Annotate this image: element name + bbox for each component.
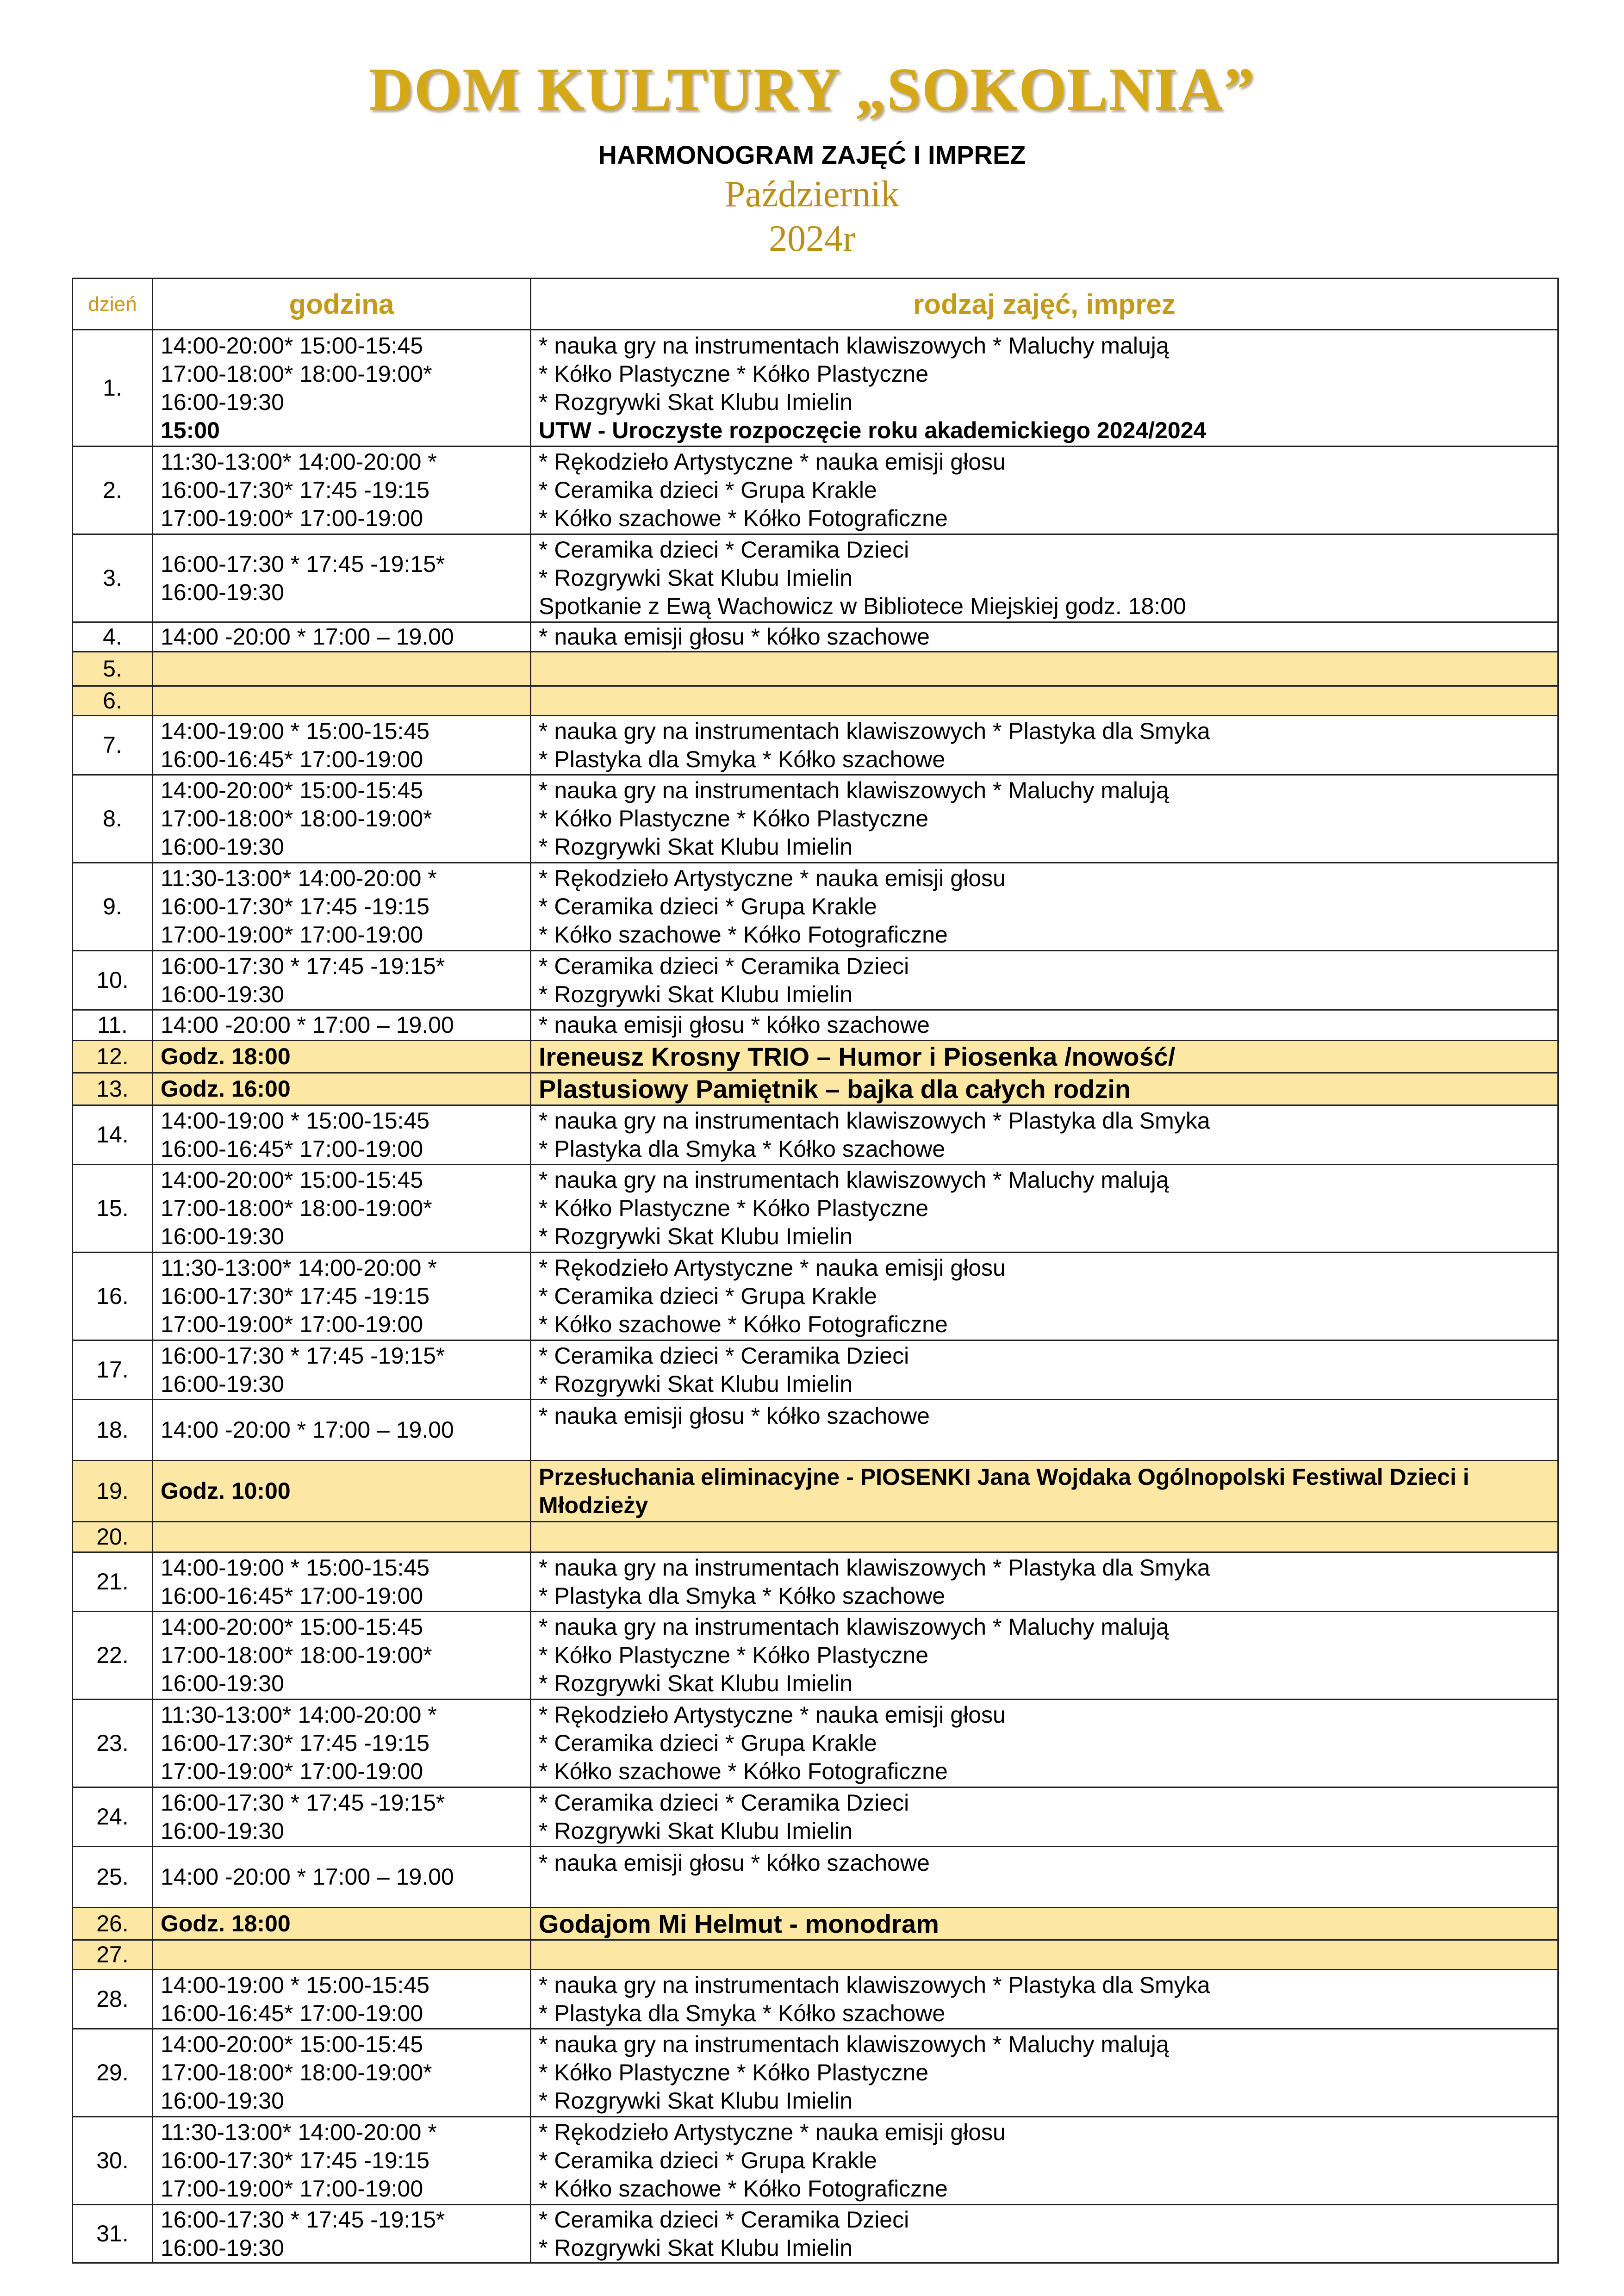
activity-line: * Rozgrywki Skat Klubu Imielin [539, 565, 853, 591]
time-line: 16:00-19:30 [161, 834, 284, 860]
time-line: 16:00-17:30 * 17:45 -19:15* [161, 1789, 445, 1816]
day-cell: 24. [73, 1787, 153, 1847]
activity-line: * Rozgrywki Skat Klubu Imielin [539, 1670, 853, 1696]
activity-line: * Plastyka dla Smyka * Kółko szachowe [539, 1582, 946, 1609]
day-cell: 14. [73, 1105, 153, 1165]
activity-line: * Plastyka dla Smyka * Kółko szachowe [539, 2000, 946, 2026]
activity-line: * Kółko Plastyczne * Kółko Plastyczne [539, 806, 929, 832]
time-line: 16:00-17:30* 17:45 -19:15 [161, 1730, 430, 1756]
activity-cell [531, 1970, 1558, 2029]
time-cell [153, 951, 531, 1010]
activity-line: * Kółko Plastyczne * Kółko Plastyczne [539, 360, 929, 387]
time-cell [153, 2029, 531, 2117]
activity-cell [531, 1552, 1558, 1612]
time-line: 11:30-13:00* 14:00-20:00 * [161, 865, 437, 891]
activity-cell [531, 2205, 1558, 2263]
table-row [73, 1340, 1558, 1400]
activity-cell [531, 1253, 1558, 1340]
time-line: 17:00-18:00* 18:00-19:00* [161, 1642, 432, 1668]
table-row [73, 1041, 1558, 1073]
table-row [73, 1700, 1558, 1787]
column-header-day: dzień [73, 279, 153, 330]
time-cell [153, 1073, 531, 1105]
time-line: 16:00-19:30 [161, 1818, 284, 1844]
time-cell [153, 330, 531, 447]
time-cell [153, 1253, 531, 1340]
activity-line: * Ceramika dzieci * Grupa Krakle [539, 2147, 877, 2173]
time-line: 16:00-16:45* 17:00-19:00 [161, 2000, 423, 2026]
day-cell: 18. [73, 1400, 153, 1461]
day-cell: 21. [73, 1552, 153, 1612]
activity-line: * nauka gry na instrumentach klawiszowych * Plastyka dla Smyka [539, 1972, 1210, 1998]
table-row [73, 775, 1558, 863]
activity-cell [531, 1847, 1558, 1908]
table-row [73, 863, 1558, 951]
time-line: 16:00-19:30 [161, 1670, 284, 1696]
activity-cell [531, 1940, 1558, 1970]
activity-cell [531, 1340, 1558, 1400]
table-row [73, 1073, 1558, 1105]
day-cell: 4. [73, 622, 153, 652]
time-cell [153, 1340, 531, 1400]
activity-line: * Rękodzieło Artystyczne * nauka emisji głosu [539, 1702, 1006, 1728]
table-row [73, 1253, 1558, 1340]
table-row [73, 1522, 1558, 1552]
activity-line: * Kółko Plastyczne * Kółko Plastyczne [539, 2060, 929, 2085]
time-line: 16:00-16:45* 17:00-19:00 [161, 1136, 423, 1162]
table-row [73, 1105, 1558, 1165]
time-line: 14:00-20:00* 15:00-15:45 [161, 1167, 423, 1193]
activity-cell [531, 447, 1558, 534]
activity-line: * nauka gry na instrumentach klawiszowych * Plastyka dla Smyka [539, 1107, 1210, 1134]
day-cell: 17. [73, 1340, 153, 1400]
activity-line: * Kółko szachowe * Kółko Fotograficzne [539, 505, 948, 531]
table-row [73, 1552, 1558, 1612]
day-cell: 9. [73, 863, 153, 951]
time-line: 17:00-18:00* 18:00-19:00* [161, 806, 432, 832]
time-line: 17:00-19:00* 17:00-19:00 [161, 505, 423, 531]
activity-line: * Rozgrywki Skat Klubu Imielin [539, 2088, 853, 2114]
activity-cell [531, 863, 1558, 951]
time-line: 16:00-19:30 [161, 1371, 284, 1397]
time-line: 16:00-17:30 * 17:45 -19:15* [161, 953, 445, 979]
time-line: 16:00-17:30 * 17:45 -19:15* [161, 2206, 445, 2233]
activity-line: * Ceramika dzieci * Grupa Krakle [539, 1283, 877, 1309]
activity-line: * Rękodzieło Artystyczne * nauka emisji głosu [539, 865, 1006, 891]
day-cell: 1. [73, 330, 153, 447]
time-line: 14:00 -20:00 * 17:00 – 19.00 [161, 1012, 454, 1038]
activity-line: * Ceramika dzieci * Ceramika Dzieci [539, 1789, 909, 1816]
activity-line: Przesłuchania eliminacyjne - PIOSENKI Jana Wojdaka Ogólnopolski Festiwal Dzieci i Młodzieży [539, 1464, 1469, 1518]
activity-line: * Ceramika dzieci * Ceramika Dzieci [539, 2206, 909, 2233]
activity-line: * Rękodzieło Artystyczne * nauka emisji głosu [539, 1255, 1006, 1281]
table-row [73, 1940, 1558, 1970]
table-row [73, 951, 1558, 1010]
activity-line: * Rozgrywki Skat Klubu Imielin [539, 1818, 853, 1844]
activity-line: * Kółko szachowe * Kółko Fotograficzne [539, 1311, 948, 1337]
activity-cell [531, 1787, 1558, 1847]
time-line: 11:30-13:00* 14:00-20:00 * [161, 449, 437, 475]
time-cell [153, 1165, 531, 1253]
time-line: 17:00-18:00* 18:00-19:00* [161, 1195, 432, 1221]
activity-line: Ireneusz Krosny TRIO – Humor i Piosenka /nowość/ [539, 1042, 1176, 1071]
activity-cell [531, 622, 1558, 652]
activity-line: Godajom Mi Helmut - monodram [539, 1909, 939, 1938]
activity-line: * Kółko szachowe * Kółko Fotograficzne [539, 2176, 948, 2202]
document-title: DOM KULTURY „SOKOLNIA” [369, 55, 1255, 123]
activity-cell [531, 330, 1558, 447]
time-cell [153, 447, 531, 534]
time-line: 14:00 -20:00 * 17:00 – 19.00 [161, 1417, 454, 1443]
activity-line: UTW - Uroczyste rozpoczęcie roku akademickiego 2024/2024 [539, 417, 1207, 443]
activity-line: Plastusiowy Pamiętnik – bajka dla całych rodzin [539, 1074, 1131, 1104]
time-line: 14:00 -20:00 * 17:00 – 19.00 [161, 1864, 454, 1890]
table-row [73, 2117, 1558, 2205]
time-line: 15:00 [161, 417, 220, 443]
time-line: 16:00-19:30 [161, 389, 284, 415]
activity-line: * Rękodzieło Artystyczne * nauka emisji głosu [539, 2119, 1006, 2145]
table-row [73, 1787, 1558, 1847]
day-cell: 6. [73, 686, 153, 716]
activity-line: * nauka gry na instrumentach klawiszowych * Plastyka dla Smyka [539, 718, 1210, 744]
time-line: 11:30-13:00* 14:00-20:00 * [161, 1255, 437, 1281]
time-line: 16:00-17:30* 17:45 -19:15 [161, 1283, 430, 1309]
activity-line: * Ceramika dzieci * Ceramika Dzieci [539, 1342, 909, 1369]
activity-cell [531, 775, 1558, 863]
time-cell [153, 1970, 531, 2029]
activity-line: * Rozgrywki Skat Klubu Imielin [539, 389, 853, 415]
activity-cell [531, 1461, 1558, 1522]
day-cell: 29. [73, 2029, 153, 2117]
activity-cell [531, 1165, 1558, 1253]
time-cell [153, 1940, 531, 1970]
time-line: 14:00-20:00* 15:00-15:45 [161, 2031, 423, 2057]
time-line: 17:00-19:00* 17:00-19:00 [161, 1758, 423, 1784]
activity-line: * nauka emisji głosu * kółko szachowe [539, 1403, 930, 1429]
time-line: Godz. 18:00 [161, 1043, 291, 1069]
table-header-row [73, 279, 1558, 330]
activity-cell [531, 2117, 1558, 2205]
day-cell: 19. [73, 1461, 153, 1522]
activity-line: * Ceramika dzieci * Ceramika Dzieci [539, 953, 909, 979]
time-line: 16:00-16:45* 17:00-19:00 [161, 1582, 423, 1609]
day-cell: 28. [73, 1970, 153, 2029]
activity-cell [531, 534, 1558, 622]
activity-line: * Rozgrywki Skat Klubu Imielin [539, 1371, 853, 1397]
activity-cell [531, 1908, 1558, 1940]
time-line: 14:00-20:00* 15:00-15:45 [161, 1614, 423, 1640]
table-row [73, 2029, 1558, 2117]
time-line: 11:30-13:00* 14:00-20:00 * [161, 2119, 437, 2145]
time-line: 16:00-19:30 [161, 2088, 284, 2114]
time-line: 14:00-19:00 * 15:00-15:45 [161, 1107, 430, 1134]
year-label: 2024r [769, 218, 855, 259]
time-line: 14:00-19:00 * 15:00-15:45 [161, 1554, 430, 1581]
activity-line: * Plastyka dla Smyka * Kółko szachowe [539, 746, 946, 772]
column-header-activity: rodzaj zajęć, imprez [531, 279, 1558, 330]
day-cell: 30. [73, 2117, 153, 2205]
time-cell [153, 1787, 531, 1847]
document-subtitle: HARMONOGRAM ZAJĘĆ I IMPREZ [598, 140, 1026, 169]
time-line: 14:00 -20:00 * 17:00 – 19.00 [161, 624, 454, 650]
time-line: Godz. 18:00 [161, 1911, 291, 1936]
schedule-body [73, 330, 1558, 2263]
time-line: Godz. 16:00 [161, 1076, 291, 1102]
day-cell: 13. [73, 1073, 153, 1105]
activity-line: * Rękodzieło Artystyczne * nauka emisji głosu [539, 449, 1006, 475]
activity-line: * Kółko Plastyczne * Kółko Plastyczne [539, 1642, 929, 1668]
day-cell: 16. [73, 1253, 153, 1340]
activity-cell [531, 1041, 1558, 1073]
time-line: 16:00-19:30 [161, 579, 284, 605]
activity-line: * Kółko szachowe * Kółko Fotograficzne [539, 1758, 948, 1784]
activity-cell [531, 686, 1558, 716]
table-row [73, 1400, 1558, 1461]
time-line: 14:00-20:00* 15:00-15:45 [161, 332, 423, 359]
activity-cell [531, 1522, 1558, 1552]
day-cell: 23. [73, 1700, 153, 1787]
activity-line: * nauka gry na instrumentach klawiszowych * Maluchy malują [539, 777, 1169, 803]
time-line: 16:00-17:30 * 17:45 -19:15* [161, 1342, 445, 1369]
activity-line: * nauka emisji głosu * kółko szachowe [539, 624, 930, 650]
time-cell [153, 2205, 531, 2263]
activity-line: * nauka gry na instrumentach klawiszowych * Plastyka dla Smyka [539, 1554, 1210, 1581]
time-line: 17:00-19:00* 17:00-19:00 [161, 2176, 423, 2202]
time-line: 14:00-19:00 * 15:00-15:45 [161, 1972, 430, 1998]
time-cell [153, 2117, 531, 2205]
day-cell: 5. [73, 652, 153, 686]
table-row [73, 534, 1558, 622]
activity-line: * Rozgrywki Skat Klubu Imielin [539, 834, 853, 860]
schedule-table [72, 278, 1559, 2264]
column-header-time: godzina [153, 279, 531, 330]
table-row [73, 686, 1558, 716]
time-line: 17:00-18:00* 18:00-19:00* [161, 360, 432, 387]
activity-line: * Kółko szachowe * Kółko Fotograficzne [539, 922, 948, 948]
day-cell: 20. [73, 1522, 153, 1552]
table-row [73, 652, 1558, 686]
time-cell [153, 1700, 531, 1787]
activity-line: * Ceramika dzieci * Grupa Krakle [539, 894, 877, 919]
table-row [73, 1970, 1558, 2029]
time-cell [153, 775, 531, 863]
activity-cell [531, 951, 1558, 1010]
activity-line: Spotkanie z Ewą Wachowicz w Bibliotece Miejskiej godz. 18:00 [539, 593, 1186, 619]
time-line: 16:00-17:30* 17:45 -19:15 [161, 477, 430, 503]
day-cell: 25. [73, 1847, 153, 1908]
activity-line: * nauka gry na instrumentach klawiszowych * Maluchy malują [539, 1614, 1169, 1640]
time-line: 14:00-19:00 * 15:00-15:45 [161, 718, 430, 744]
time-line: 17:00-18:00* 18:00-19:00* [161, 2060, 432, 2085]
activity-line: * nauka emisji głosu * kółko szachowe [539, 1850, 930, 1876]
time-line: 16:00-19:30 [161, 981, 284, 1007]
time-line: 16:00-16:45* 17:00-19:00 [161, 746, 423, 772]
time-line: 16:00-19:30 [161, 1223, 284, 1249]
time-line: 17:00-19:00* 17:00-19:00 [161, 1311, 423, 1337]
activity-line: * nauka emisji głosu * kółko szachowe [539, 1012, 930, 1038]
table-row [73, 330, 1558, 447]
activity-line: * nauka gry na instrumentach klawiszowych * Maluchy malują [539, 332, 1169, 359]
day-cell: 2. [73, 447, 153, 534]
activity-cell [531, 1073, 1558, 1105]
day-cell: 10. [73, 951, 153, 1010]
month-label: Październik [724, 174, 900, 215]
time-cell [153, 686, 531, 716]
activity-cell [531, 652, 1558, 686]
table-row [73, 1612, 1558, 1700]
day-cell: 12. [73, 1041, 153, 1073]
activity-line: * Ceramika dzieci * Ceramika Dzieci [539, 537, 909, 563]
activity-line: * nauka gry na instrumentach klawiszowych * Maluchy malują [539, 2031, 1169, 2057]
time-cell [153, 622, 531, 652]
time-line: Godz. 10:00 [161, 1478, 291, 1504]
time-cell [153, 1400, 531, 1461]
day-cell: 22. [73, 1612, 153, 1700]
table-row [73, 716, 1558, 775]
activity-cell [531, 716, 1558, 775]
time-line: 16:00-19:30 [161, 2234, 284, 2261]
time-cell [153, 1522, 531, 1552]
activity-cell [531, 1105, 1558, 1165]
table-row [73, 1908, 1558, 1940]
activity-cell [531, 1612, 1558, 1700]
table-row [73, 447, 1558, 534]
day-cell: 11. [73, 1010, 153, 1041]
day-cell: 26. [73, 1908, 153, 1940]
table-row [73, 622, 1558, 652]
day-cell: 27. [73, 1940, 153, 1970]
table-row [73, 1461, 1558, 1522]
time-line: 11:30-13:00* 14:00-20:00 * [161, 1702, 437, 1728]
day-cell: 31. [73, 2205, 153, 2263]
time-cell [153, 1010, 531, 1041]
activity-line: * Ceramika dzieci * Grupa Krakle [539, 1730, 877, 1756]
table-row [73, 1847, 1558, 1908]
day-cell: 8. [73, 775, 153, 863]
day-cell: 15. [73, 1165, 153, 1253]
activity-cell [531, 2029, 1558, 2117]
time-cell [153, 1908, 531, 1940]
activity-line: * Rozgrywki Skat Klubu Imielin [539, 2234, 853, 2261]
activity-line: * Kółko Plastyczne * Kółko Plastyczne [539, 1195, 929, 1221]
activity-cell [531, 1400, 1558, 1461]
time-cell [153, 1612, 531, 1700]
time-cell [153, 1461, 531, 1522]
table-row [73, 1165, 1558, 1253]
activity-line: * Plastyka dla Smyka * Kółko szachowe [539, 1136, 946, 1162]
table-row [73, 2205, 1558, 2263]
time-line: 17:00-19:00* 17:00-19:00 [161, 922, 423, 948]
activity-cell [531, 1700, 1558, 1787]
activity-cell [531, 1010, 1558, 1041]
time-cell [153, 1552, 531, 1612]
time-cell [153, 652, 531, 686]
time-cell [153, 1041, 531, 1073]
time-line: 14:00-20:00* 15:00-15:45 [161, 777, 423, 803]
activity-line: * Rozgrywki Skat Klubu Imielin [539, 1223, 853, 1249]
activity-line: * Rozgrywki Skat Klubu Imielin [539, 981, 853, 1007]
time-line: 16:00-17:30* 17:45 -19:15 [161, 2147, 430, 2173]
day-cell: 7. [73, 716, 153, 775]
time-cell [153, 534, 531, 622]
time-cell [153, 716, 531, 775]
table-row [73, 1010, 1558, 1041]
activity-line: * nauka gry na instrumentach klawiszowych * Maluchy malują [539, 1167, 1169, 1193]
time-cell [153, 863, 531, 951]
time-cell [153, 1847, 531, 1908]
day-cell: 3. [73, 534, 153, 622]
time-line: 16:00-17:30 * 17:45 -19:15* [161, 551, 445, 577]
activity-line: * Ceramika dzieci * Grupa Krakle [539, 477, 877, 503]
time-line: 16:00-17:30* 17:45 -19:15 [161, 894, 430, 919]
time-cell [153, 1105, 531, 1165]
